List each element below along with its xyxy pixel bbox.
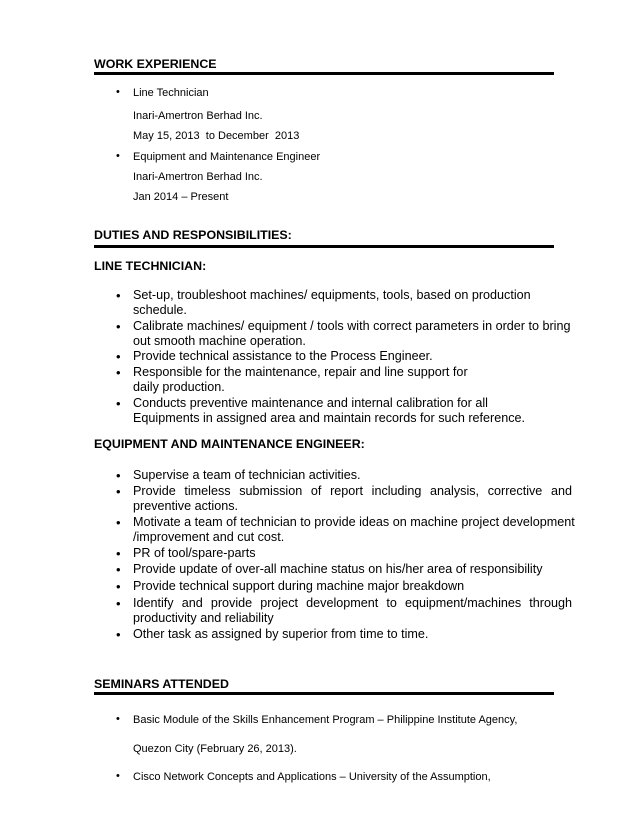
bullet: • <box>116 596 121 611</box>
section-rule <box>94 245 554 248</box>
bullet: • <box>116 468 121 483</box>
duty-item: Other task as assigned by superior from time to time. <box>133 627 429 641</box>
bullet: • <box>116 546 121 561</box>
duty-item: Conducts preventive maintenance and internal calibration for all Equipments in assigned area and maintain records for such reference. <box>133 396 526 425</box>
job-position: Line Technician <box>133 87 209 99</box>
seminars-heading: SEMINARS ATTENDED <box>94 677 229 691</box>
duty-item: Supervise a team of technician activities. <box>133 468 361 482</box>
work-experience-heading: WORK EXPERIENCE <box>94 57 217 71</box>
duties-heading: DUTIES AND RESPONSIBILITIES: <box>94 228 292 242</box>
line-technician-heading: LINE TECHNICIAN: <box>94 259 207 273</box>
section-rule <box>94 72 554 75</box>
bullet: • <box>116 484 121 499</box>
duty-item: Calibrate machines/ equipment / tools with correct parameters in order to bring out smooth machine operation. <box>133 319 571 348</box>
job-dates: Jan 2014 – Present <box>133 191 229 203</box>
duty-item: Provide technical support during machine major breakdown <box>133 579 465 593</box>
duty-item: Provide timeless submission of report including analysis, corrective and preventive actions. <box>133 484 572 513</box>
bullet: • <box>116 150 120 162</box>
job-company: Inari-Amertron Berhad Inc. <box>133 171 263 183</box>
duty-item: PR of tool/spare-parts <box>133 546 256 560</box>
seminar-item-detail: Quezon City (February 26, 2013). <box>133 743 297 755</box>
engineer-heading: EQUIPMENT AND MAINTENANCE ENGINEER: <box>94 437 365 451</box>
bullet: • <box>116 319 121 334</box>
bullet: • <box>116 86 120 98</box>
bullet: • <box>116 562 121 577</box>
section-rule <box>94 692 554 695</box>
bullet: • <box>116 515 121 530</box>
seminar-item: Basic Module of the Skills Enhancement Program – Philippine Institute Agency, <box>133 714 518 726</box>
duty-item: Provide technical assistance to the Process Engineer. <box>133 349 433 363</box>
job-dates: May 15, 2013 to December 2013 <box>133 130 300 142</box>
bullet: • <box>116 349 121 364</box>
duty-item: Responsible for the maintenance, repair and line support for daily production. <box>133 365 468 394</box>
bullet: • <box>116 365 121 380</box>
job-position: Equipment and Maintenance Engineer <box>133 151 321 163</box>
duty-item: Provide update of over-all machine status on his/her area of responsibility <box>133 562 543 576</box>
bullet: • <box>116 396 121 411</box>
bullet: • <box>116 579 121 594</box>
bullet: • <box>116 627 121 642</box>
bullet: • <box>116 770 120 782</box>
duty-item: Motivate a team of technician to provide ideas on machine project development /improvement and cut cost. <box>133 515 575 544</box>
job-company: Inari-Amertron Berhad Inc. <box>133 110 263 122</box>
bullet: • <box>116 713 120 725</box>
bullet: • <box>116 288 121 303</box>
duty-item: Set-up, troubleshoot machines/ equipments, tools, based on production schedule. <box>133 288 531 317</box>
seminar-item: Cisco Network Concepts and Applications – University of the Assumption, <box>133 771 491 783</box>
duty-item: Identify and provide project development to equipment/machines through productivity and reliability <box>133 596 572 625</box>
